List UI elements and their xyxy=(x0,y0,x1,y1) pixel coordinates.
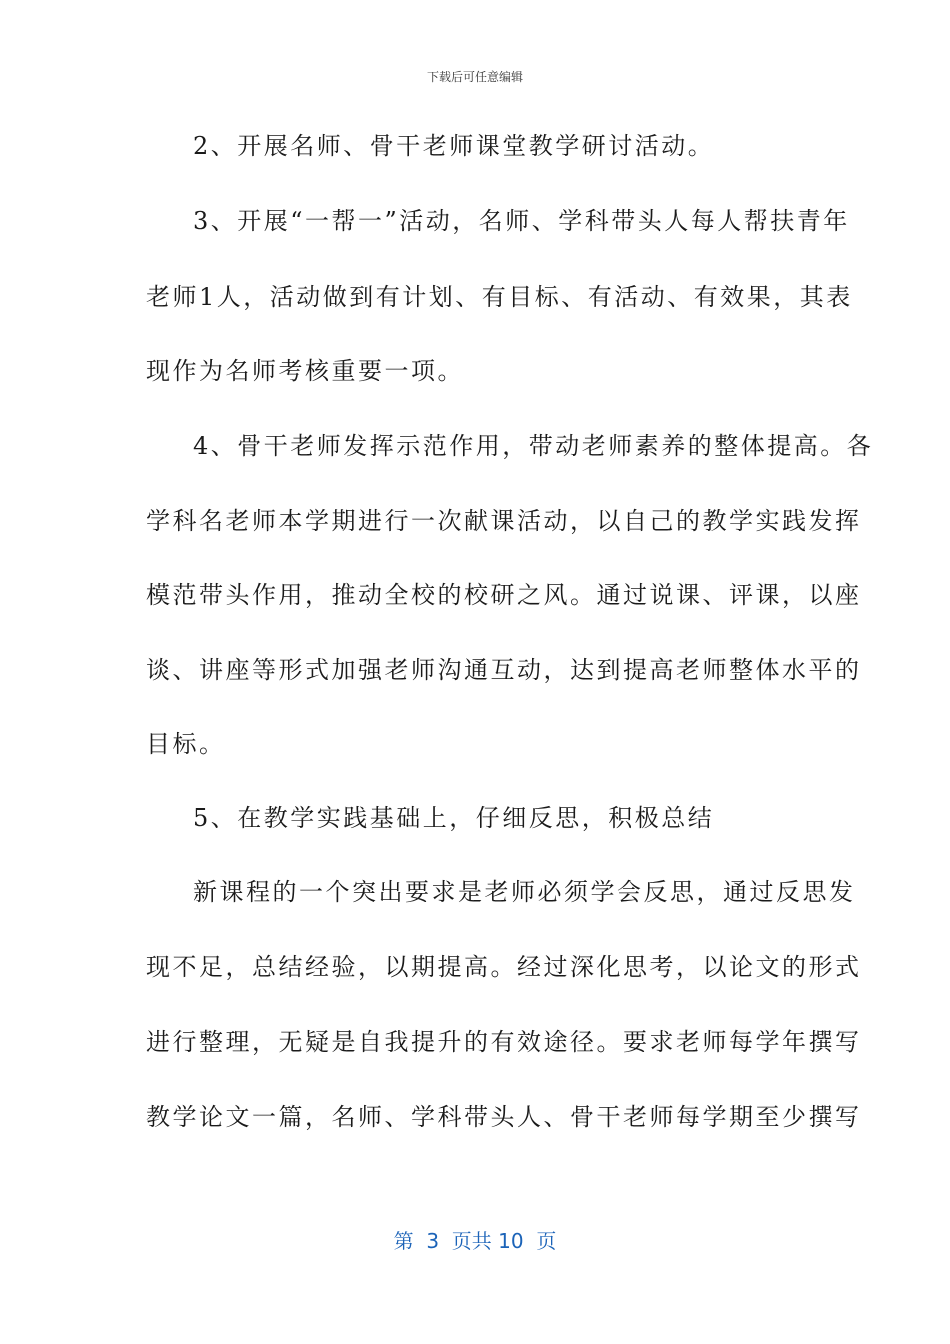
paragraph-line: 教学论文一篇，名师、学科带头人、骨干老师每学期至少撰写 xyxy=(146,1103,862,1131)
paragraph-line: 现不足，总结经验，以期提高。经过深化思考，以论文的形式 xyxy=(146,953,862,981)
paragraph-line: 目标。 xyxy=(146,730,226,758)
header-note: 下载后可任意编辑 xyxy=(426,70,523,84)
paragraph-line: 模范带头作用，推动全校的校研之风。通过说课、评课，以座 xyxy=(146,581,862,609)
paragraph-line: 现作为名师考核重要一项。 xyxy=(146,357,464,385)
page-number-footer: 第 3 页共 10 页 xyxy=(393,1229,557,1253)
paragraph-line: 老师1人，活动做到有计划、有目标、有活动、有效果，其表 xyxy=(146,283,853,311)
paragraph-line: 进行整理，无疑是自我提升的有效途径。要求老师每学年撰写 xyxy=(146,1028,862,1056)
paragraph-line: 2、开展名师、骨干老师课堂教学研讨活动。 xyxy=(193,132,715,160)
paragraph-line: 3、开展“一帮一”活动，名师、学科带头人每人帮扶青年 xyxy=(193,207,850,235)
paragraph-line: 学科名老师本学期进行一次献课活动，以自己的教学实践发挥 xyxy=(146,507,862,535)
paragraph-line: 4、骨干老师发挥示范作用，带动老师素养的整体提高。各 xyxy=(193,432,874,460)
paragraph-line: 新课程的一个突出要求是老师必须学会反思，通过反思发 xyxy=(193,878,856,906)
paragraph-line: 5、在教学实践基础上，仔细反思，积极总结 xyxy=(193,804,715,832)
paragraph-line: 谈、讲座等形式加强老师沟通互动，达到提高老师整体水平的 xyxy=(146,656,862,684)
